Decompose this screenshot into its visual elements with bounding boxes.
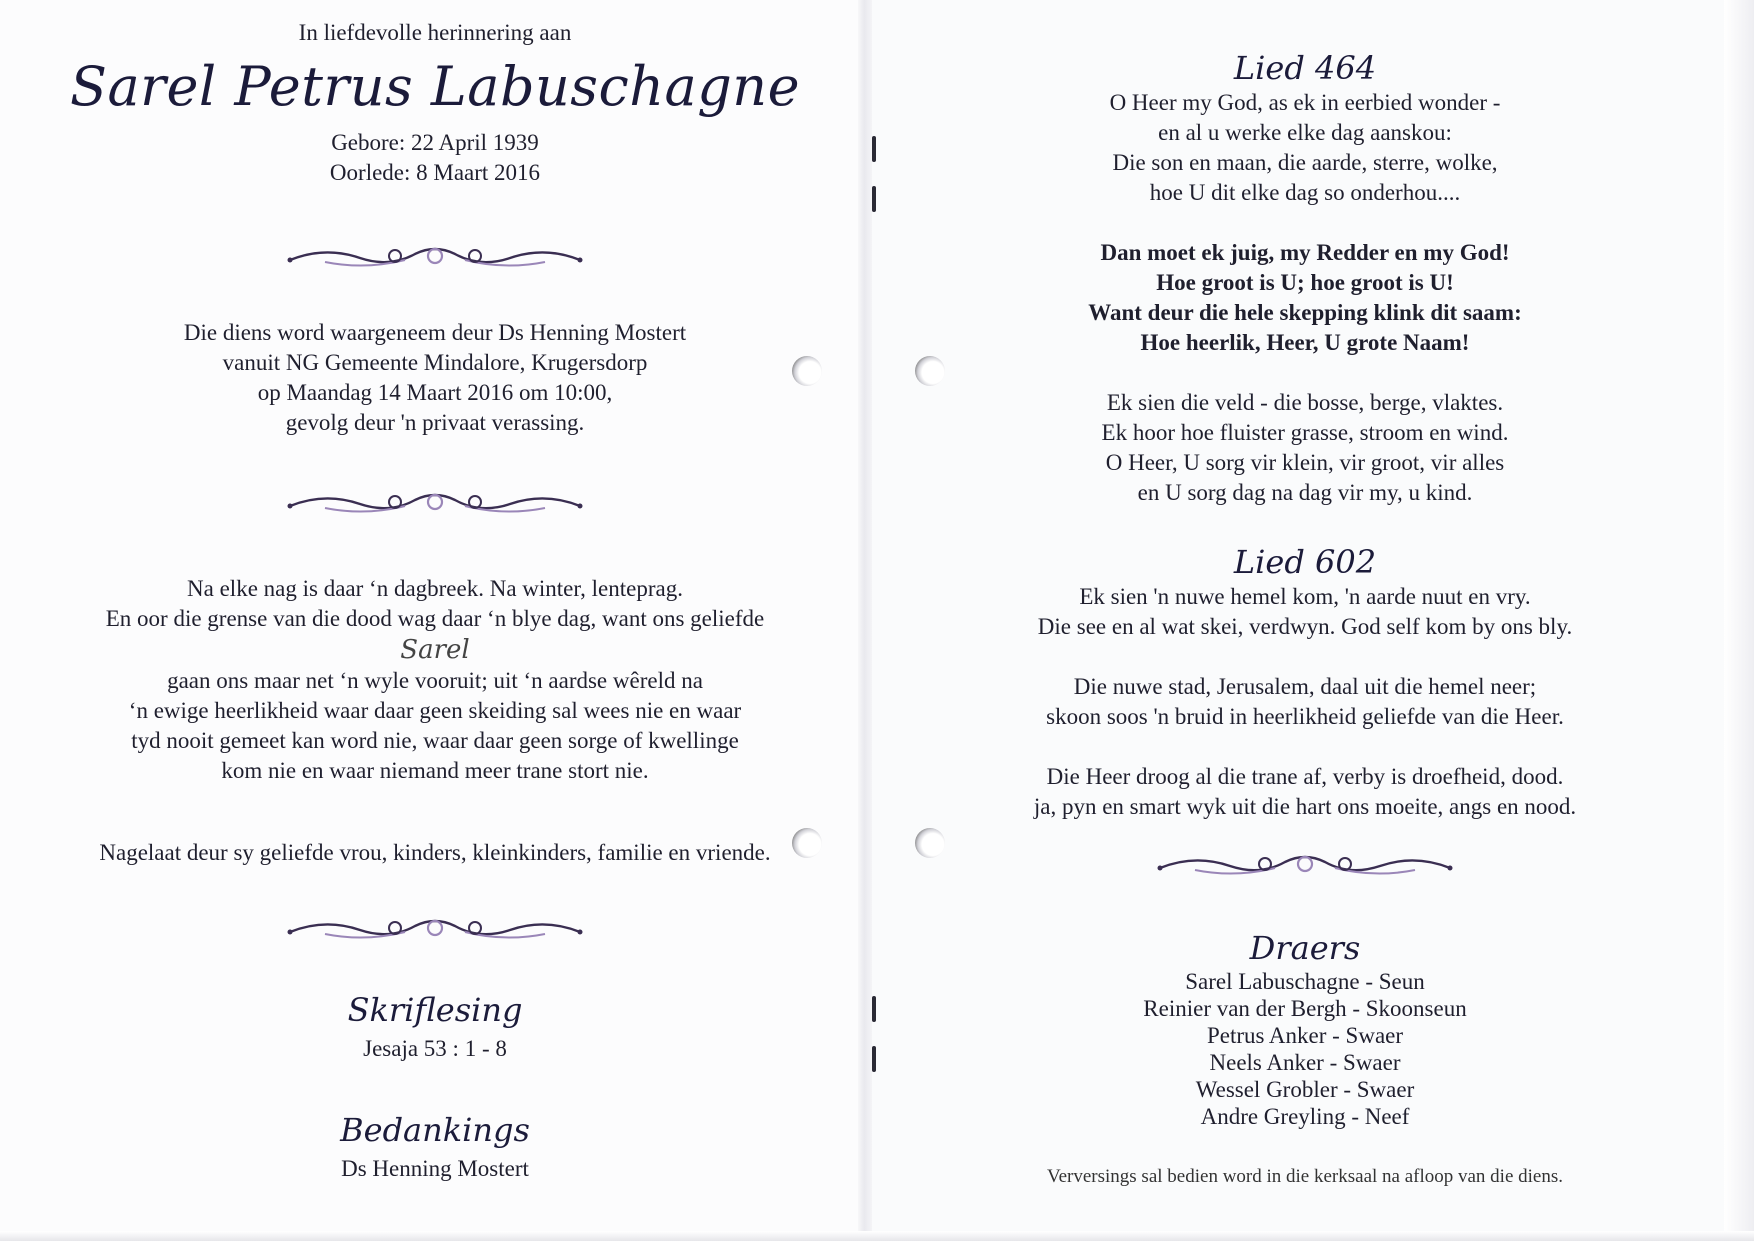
survived-by <box>40 838 830 868</box>
pallbearers-heading: Draers <box>1249 929 1361 967</box>
thanks-heading: Bedankings <box>340 1111 530 1149</box>
pallbearer-item: Petrus Anker - Swaer <box>1206 1023 1404 1048</box>
poem-line: Na elke nag is daar ‘n dagbreek. Na winter, lenteprag. <box>187 576 683 601</box>
thanks-section <box>40 1110 830 1184</box>
hymn-line: Ek sien die veld - die bosse, berge, vlaktes. <box>1106 390 1504 415</box>
poem-name: Sarel <box>400 635 470 665</box>
pallbearers-section <box>960 928 1650 1130</box>
hymn-line: en al u werke elke dag aanskou: <box>1158 120 1452 145</box>
hymn-line: O Heer, U sorg vir klein, vir groot, vir alles <box>1105 450 1505 475</box>
hymn-line: Die see en al wat skei, verdwyn. God self kom by ons bly. <box>1037 614 1573 639</box>
hymn-line: Die Heer droog al die trane af, verby is droefheid, dood. <box>1046 764 1564 789</box>
hymn-line: hoe U dit elke dag so onderhou.... <box>1149 180 1461 205</box>
birth-date: Gebore: 22 April 1939 <box>331 130 539 155</box>
hymn-heading: Lied 602 <box>1233 543 1377 581</box>
scripture-heading: Skriflesing <box>347 991 523 1029</box>
intro-text: In liefdevolle herinnering aan <box>298 20 572 45</box>
ornament-1 <box>40 240 830 274</box>
service-details <box>40 318 830 438</box>
paper-bottom-edge <box>0 1231 1754 1241</box>
poem-line: En oor die grense van die dood wag daar ‘n blye dag, want ons geliefde <box>105 606 765 631</box>
scripture-section <box>40 990 830 1064</box>
hymn-line: en U sorg dag na dag vir my, u kind. <box>1137 480 1473 505</box>
service-line: Die diens word waargeneem deur Ds Henning Mostert <box>183 320 687 345</box>
chorus-line: Hoe heerlik, Heer, U grote Naam! <box>1140 330 1470 355</box>
service-line: gevolg deur 'n privaat verassing. <box>285 410 585 435</box>
paper-edge <box>1724 0 1754 1241</box>
hymn-line: Die nuwe stad, Jerusalem, daal uit die hemel neer; <box>1073 674 1537 699</box>
hymn-line: skoon soos 'n bruid in heerlikheid geliefde van die Heer. <box>1046 704 1564 729</box>
death-date: Oorlede: 8 Maart 2016 <box>329 160 541 185</box>
hymn-line: O Heer my God, as ek in eerbied wonder - <box>1109 90 1501 115</box>
pallbearer-item: Neels Anker - Swaer <box>1209 1050 1401 1075</box>
staple-mark <box>872 136 876 162</box>
hymn-464 <box>960 48 1650 508</box>
scripture-reference: Jesaja 53 : 1 - 8 <box>363 1036 507 1061</box>
ornament-4 <box>960 848 1650 882</box>
poem-line: kom nie en waar niemand meer trane stort nie. <box>221 758 649 783</box>
punch-hole-icon <box>915 828 945 858</box>
memorial-poem <box>40 574 830 786</box>
chorus-line: Hoe groot is U; hoe groot is U! <box>1156 270 1454 295</box>
poem-line: ‘n ewige heerlikheid waar daar geen skeiding sal wees nie en waar <box>128 698 742 723</box>
pallbearer-item: Reinier van der Bergh - Skoonseun <box>1143 996 1467 1021</box>
poem-line: tyd nooit gemeet kan word nie, waar daar geen sorge of kwellinge <box>131 728 739 753</box>
memorial-header <box>40 18 830 188</box>
chorus-line: Dan moet ek juig, my Redder en my God! <box>1100 240 1510 265</box>
flourish-divider-icon <box>285 240 585 274</box>
pallbearer-item: Sarel Labuschagne - Seun <box>1185 969 1425 994</box>
service-line: vanuit NG Gemeente Mindalore, Krugersdorp <box>222 350 648 375</box>
hymn-heading: Lied 464 <box>1233 49 1377 87</box>
hymn-line: Die son en maan, die aarde, sterre, wolke, <box>1112 150 1498 175</box>
ornament-3 <box>40 912 830 946</box>
service-line: op Maandag 14 Maart 2016 om 10:00, <box>257 380 613 405</box>
ornament-2 <box>40 486 830 520</box>
poem-line: gaan ons maar net ‘n wyle vooruit; uit ‘n aardse wêreld na <box>167 668 703 693</box>
thanks-name: Ds Henning Mostert <box>341 1156 529 1181</box>
pallbearer-item: Andre Greyling - Neef <box>1200 1104 1410 1129</box>
staple-mark <box>872 186 876 212</box>
chorus-line: Want deur die hele skepping klink dit saam: <box>1088 300 1522 325</box>
refreshments-note <box>960 1164 1650 1190</box>
pallbearer-item: Wessel Grobler - Swaer <box>1195 1077 1415 1102</box>
hymn-602 <box>960 542 1650 822</box>
punch-hole-icon <box>915 356 945 386</box>
flourish-divider-icon <box>285 912 585 946</box>
page-fold <box>858 0 872 1241</box>
hymn-line: ja, pyn en smart wyk uit die hart ons moeite, angs en nood. <box>1033 794 1577 819</box>
hymn-line: Ek hoor hoe fluister grasse, stroom en wind. <box>1101 420 1509 445</box>
flourish-divider-icon <box>1155 848 1455 882</box>
survived-text: Nagelaat deur sy geliefde vrou, kinders, kleinkinders, familie en vriende. <box>99 840 771 865</box>
deceased-name: Sarel Petrus Labuschagne <box>69 55 801 118</box>
staple-mark <box>872 1046 876 1072</box>
flourish-divider-icon <box>285 486 585 520</box>
refreshments-text: Verversings sal bedien word in die kerksaal na afloop van die diens. <box>1046 1166 1563 1187</box>
staple-mark <box>872 996 876 1022</box>
hymn-line: Ek sien 'n nuwe hemel kom, 'n aarde nuut en vry. <box>1079 584 1531 609</box>
